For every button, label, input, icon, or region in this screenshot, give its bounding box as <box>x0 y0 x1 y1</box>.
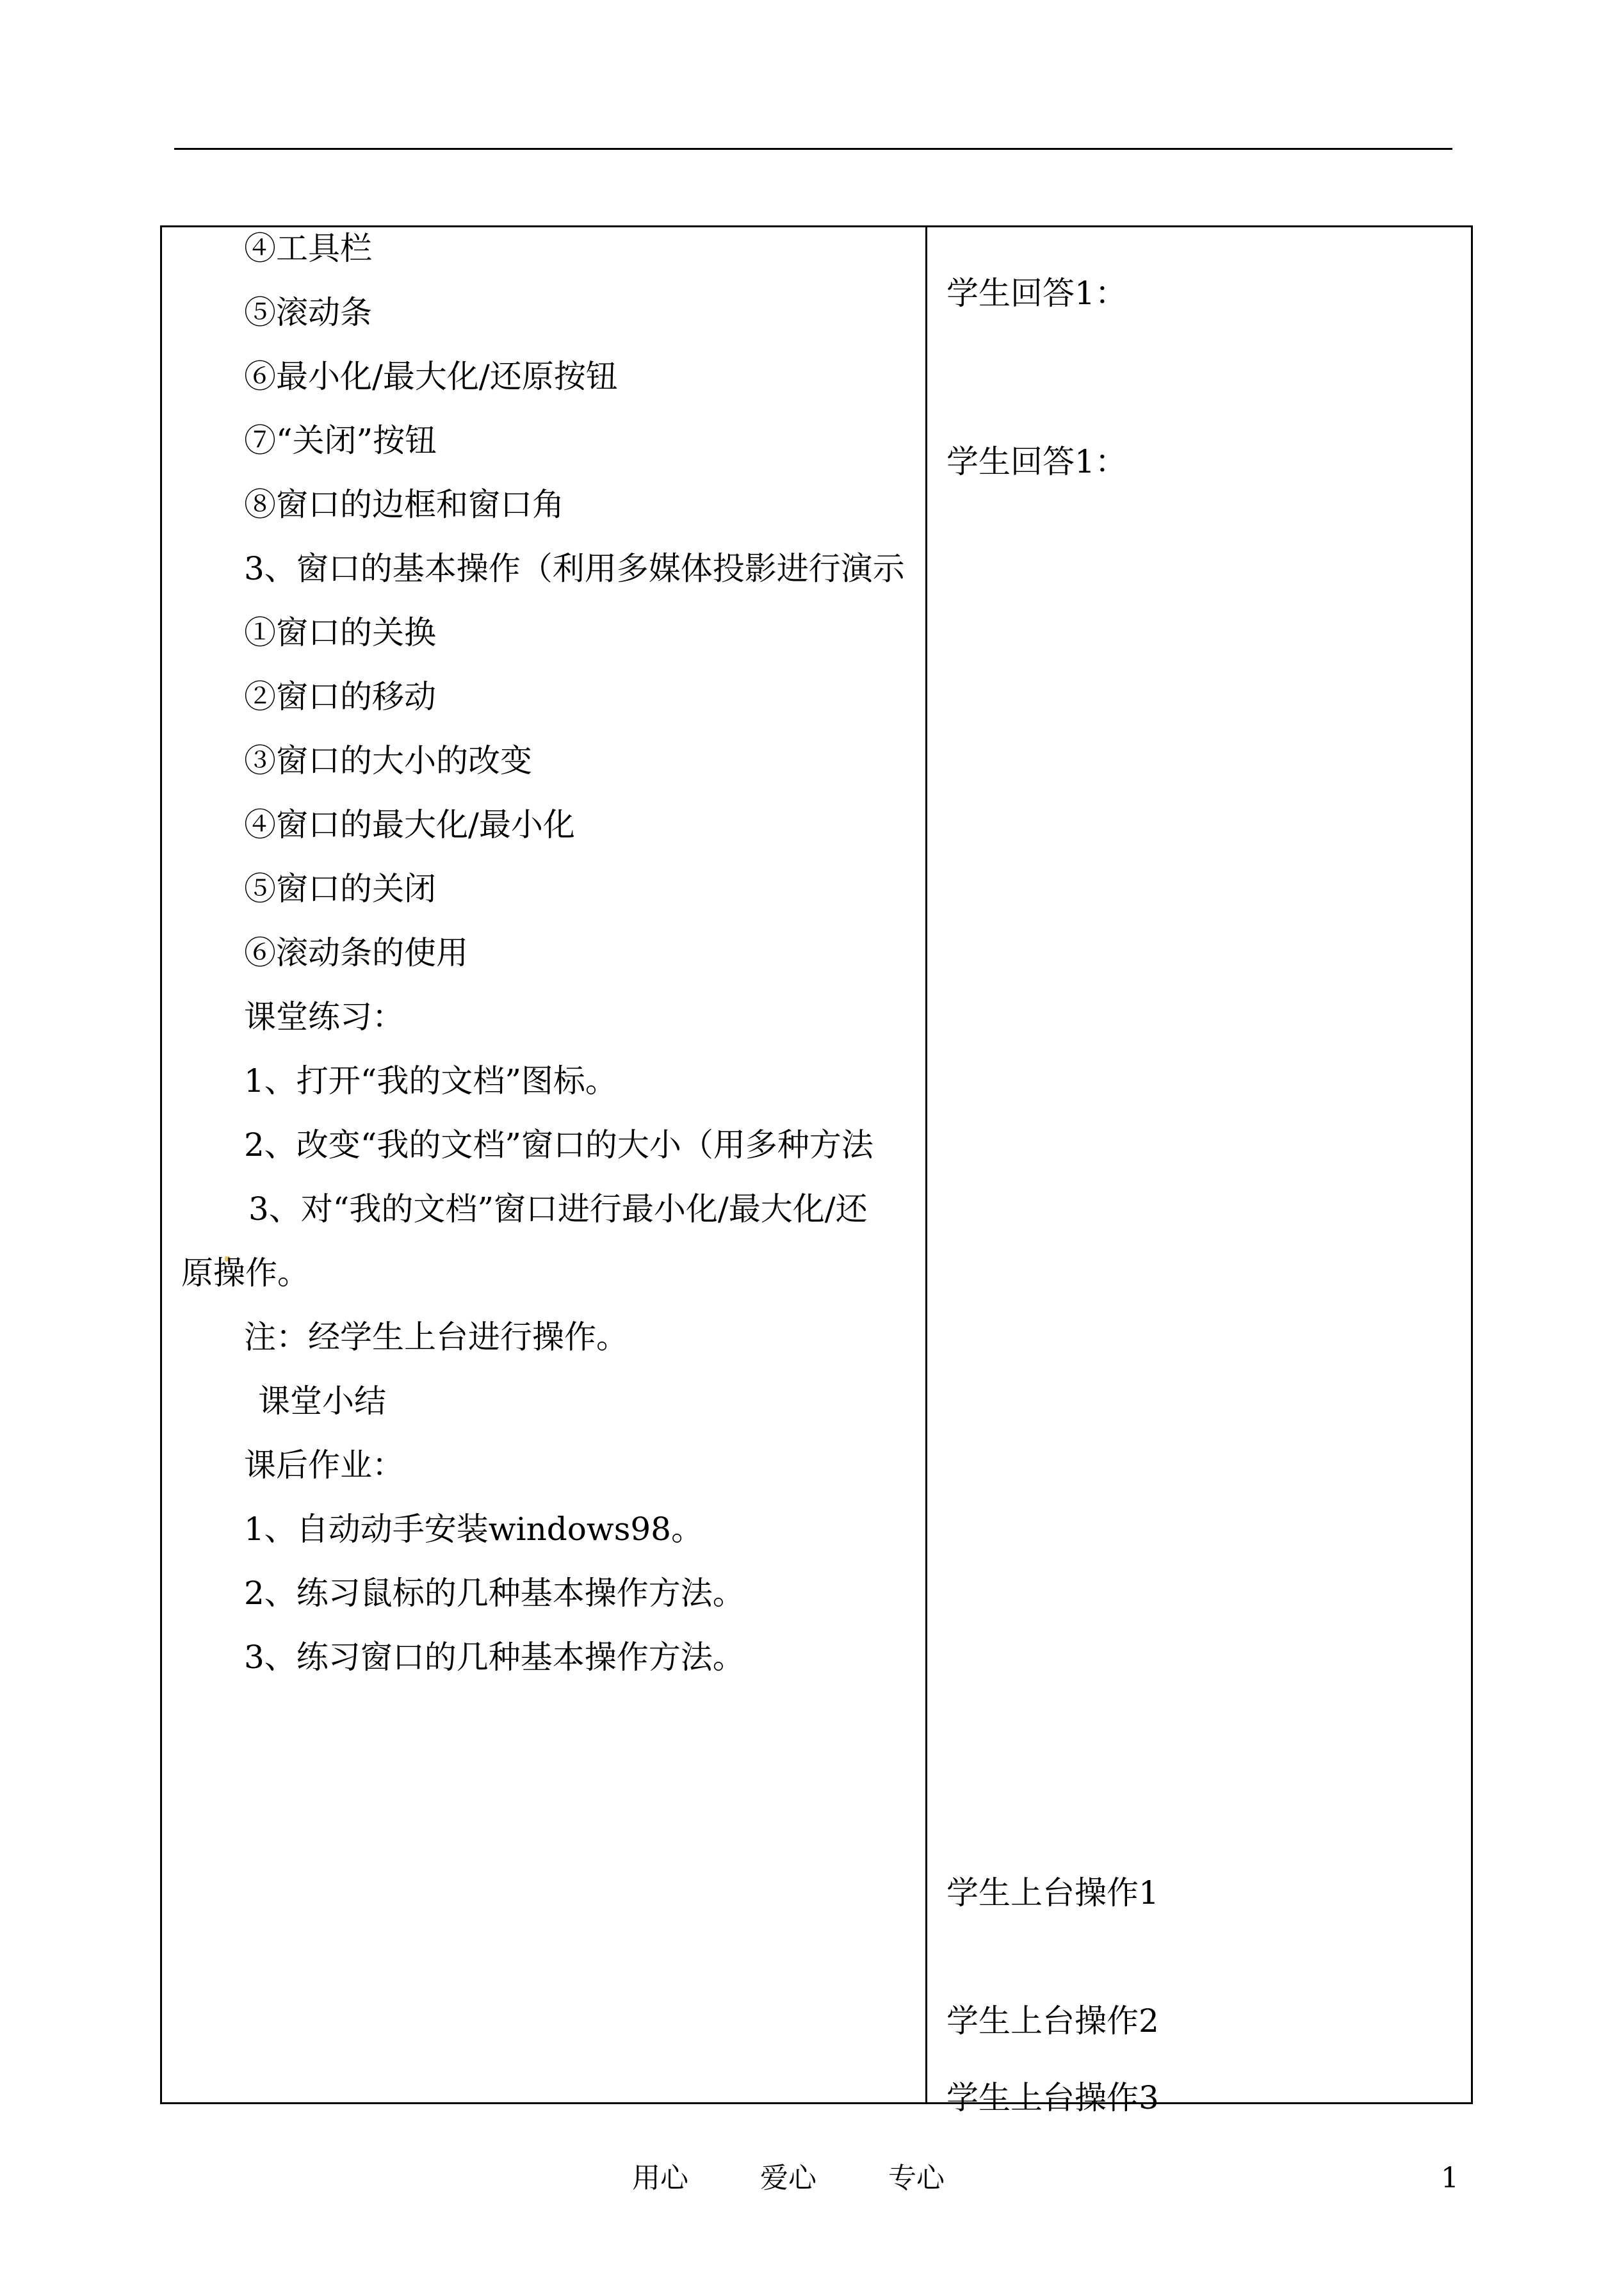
left-line: 2、改变“我的文档”窗口的大小（用多种方法 <box>244 1126 873 1164</box>
left-line: 1、打开“我的文档”图标。 <box>244 1062 617 1099</box>
left-line: 3、练习窗口的几种基本操作方法。 <box>244 1639 745 1676</box>
left-line: 原操作。 <box>181 1254 309 1292</box>
footer-motto: 专心 <box>888 2162 945 2194</box>
left-line: ⑥最小化/最大化/还原按钮 <box>244 358 618 395</box>
left-line: ⑤窗口的关闭 <box>244 870 436 907</box>
left-line: ⑤滚动条 <box>244 294 372 331</box>
left-line: 课堂小结 <box>258 1383 386 1420</box>
footer-motto: 爱心 <box>760 2162 816 2194</box>
right-line: 学生上台操作1 <box>946 1874 1159 1911</box>
left-line: ④工具栏 <box>244 230 372 267</box>
left-line: 3、窗口的基本操作（利用多媒体投影进行演示 <box>244 550 905 587</box>
left-line: 2、练习鼠标的几种基本操作方法。 <box>244 1575 745 1612</box>
left-line: ⑧窗口的边框和窗口角 <box>244 486 564 523</box>
left-line: 课堂练习： <box>244 998 404 1035</box>
column-divider <box>925 227 927 2102</box>
lesson-table <box>160 225 1473 2116</box>
right-line: 学生回答1： <box>946 443 1127 480</box>
header-rule <box>174 148 1452 150</box>
right-line: 学生上台操作3 <box>946 2079 1159 2116</box>
left-line: ②窗口的移动 <box>244 678 436 715</box>
left-line: 课后作业： <box>244 1447 404 1484</box>
footer-motto: 用心 <box>632 2162 688 2194</box>
left-line: ⑥滚动条的使用 <box>244 934 468 971</box>
left-line: 注：经学生上台进行操作。 <box>244 1318 628 1356</box>
right-line: 学生回答1： <box>946 275 1127 312</box>
left-line: ③窗口的大小的改变 <box>244 742 532 779</box>
left-line: ①窗口的关换 <box>244 614 436 651</box>
left-line: ④窗口的最大化/最小化 <box>244 806 575 843</box>
left-line: ⑦“关闭”按钮 <box>244 422 437 459</box>
page-number: 1 <box>1441 2162 1459 2194</box>
left-line: 3、对“我的文档”窗口进行最小化/最大化/还 <box>248 1190 868 1228</box>
right-line: 学生上台操作2 <box>946 2002 1159 2040</box>
left-line: 1、自动动手安装windows98。 <box>244 1511 703 1548</box>
